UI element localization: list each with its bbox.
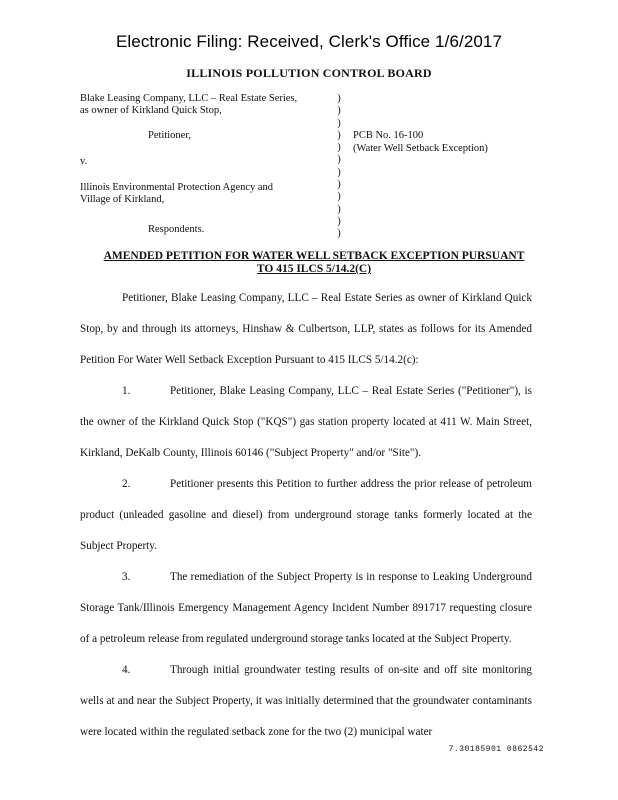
paragraph-text: Petitioner presents this Petition to further address the prior release of petroleum product (unleaded gasoline and diesel) from underground storage tanks formerly located at the Subject Property. bbox=[80, 478, 532, 552]
paragraph-number: 3. bbox=[122, 571, 131, 583]
case-type: (Water Well Setback Exception) bbox=[353, 143, 488, 154]
respondent-name-line-1: Illinois Environmental Protection Agency and bbox=[80, 182, 274, 193]
bracket-mark: ) bbox=[337, 215, 341, 227]
bracket-mark: ) bbox=[337, 179, 341, 191]
board-title: ILLINOIS POLLUTION CONTROL BOARD bbox=[186, 66, 432, 80]
paragraph-number: 2. bbox=[122, 478, 131, 490]
versus-label: v. bbox=[80, 156, 88, 167]
paragraph-text: Petitioner, Blake Leasing Company, LLC – Real Estate Series ("Petitioner"), is the owner of the Kirkland Quick Stop ("KQS") gas station property located at 411 W. Main Street, Kirkland, DeKalb County, Illinois 60146 ("Subject Property" and/or "Site"). bbox=[80, 385, 532, 459]
bracket-mark: ) bbox=[337, 191, 341, 203]
petitioner-name-line-1: Blake Leasing Company, LLC – Real Estate Series, bbox=[80, 93, 298, 104]
respondent-name-line-2: Village of Kirkland, bbox=[80, 194, 165, 205]
paragraph-text: Through initial groundwater testing results of on-site and off site monitoring wells at and near the Subject Property, it was initially determined that the groundwater contaminants were located within the regulated setback zone for the two (2) municipal water bbox=[80, 664, 532, 738]
bracket-mark: ) bbox=[337, 142, 341, 154]
numbered-paragraph bbox=[80, 469, 532, 562]
document-id-footer: 7.30185901 0862542 bbox=[448, 745, 544, 754]
caption-bracket bbox=[334, 93, 344, 241]
bracket-mark: ) bbox=[337, 166, 341, 178]
petitioner-role: Petitioner, bbox=[148, 130, 192, 141]
paragraph-text: The remediation of the Subject Property is in response to Leaking Underground Storage Tank/Illinois Emergency Management Agency Incident Number 891717 requesting closure of a petroleum release from regulated underground storage tanks located at the Subject Property. bbox=[80, 571, 532, 645]
heading-line-1: AMENDED PETITION FOR WATER WELL SETBACK EXCEPTION PURSUANT bbox=[103, 250, 525, 262]
bracket-mark: ) bbox=[337, 93, 341, 104]
respondent-role: Respondents. bbox=[148, 224, 205, 235]
petitioner-name-line-2: as owner of Kirkland Quick Stop, bbox=[80, 105, 222, 116]
numbered-paragraph bbox=[80, 562, 532, 655]
heading-line-2: TO 415 ILCS 5/14.2(C) bbox=[256, 263, 372, 275]
paragraph-number: 4. bbox=[122, 664, 131, 676]
bracket-mark: ) bbox=[337, 154, 341, 166]
numbered-paragraph bbox=[80, 655, 532, 748]
case-number: PCB No. 16-100 bbox=[353, 130, 424, 141]
petition-body bbox=[80, 283, 532, 748]
paragraph-number: 1. bbox=[122, 385, 131, 397]
petition-heading bbox=[40, 250, 588, 276]
bracket-mark: ) bbox=[337, 129, 341, 141]
electronic-filing-stamp: Electronic Filing: Received, Clerk's Office 1/6/2017 bbox=[115, 32, 503, 51]
bracket-mark: ) bbox=[337, 203, 341, 215]
numbered-paragraph bbox=[80, 376, 532, 469]
bracket-mark: ) bbox=[337, 105, 341, 117]
bracket-mark: ) bbox=[337, 228, 341, 240]
intro-paragraph: Petitioner, Blake Leasing Company, LLC – Real Estate Series as owner of Kirkland Quick Stop, by and through its attorneys, Hinshaw & Culbertson, LLP, states as follows for its Amended Petition For Water Well Setback Exception Pursuant to 415 ILCS 5/14.2(c): bbox=[80, 292, 532, 366]
bracket-mark: ) bbox=[337, 117, 341, 129]
